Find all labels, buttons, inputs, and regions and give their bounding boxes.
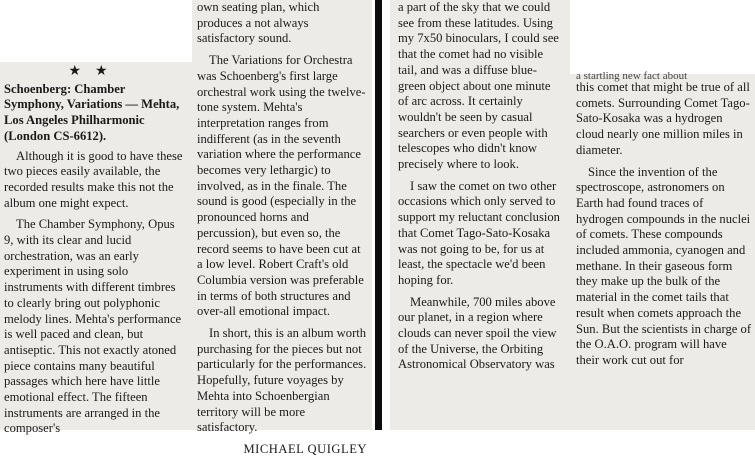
review-heading: Schoenberg: Chamber Symphony, Variations — Mehta, Los Angeles Philharmonic (London CS-6612). [4,81,180,143]
review-clipping-right [192,0,372,456]
review-byline: MICHAEL QUIGLEY [243,441,367,456]
review-paragraph: The Chamber Symphony, Opus 9, with its clear and lucid orchestration, was an early experiment in using solo instruments with different timbres to clearly bring out polyphonic melody lines. Mehta's performance is well paced and clean, but antiseptic. This not exactly atoned piece contains many beautiful passages which here have little emotional effect. The fifteen instruments are arranged in the composer's [4,217,182,436]
comet-clipping-left [390,0,570,430]
comet-clipping-right [570,70,755,430]
comet-paragraph: a part of the sky that we could see from these latitudes. Using my 7x50 binoculars, I could see that the comet had no visible tail, and was a diffuse blue-green object about one minute of arc across. It certainly wouldn't be seen by casual searchers or even people with telescopes who didn't know precisely where to look. [398,0,559,172]
comet-column-2 [576,70,752,375]
comet-paragraph: I saw the comet on two other occasions which only served to support my reluctant conclusion that Comet Tago-Sato-Kosaka was not going to be, for us at least, the spectacle we'd been hoping for. [398,178,560,287]
comet-column-1 [398,0,564,379]
review-paragraph: The Variations for Orchestra was Schoenberg's first large orchestral work using the twelve-tone system. Mehta's interpretation ranges from indifferent (as in the seventh variation where the performance becomes very lethargic) to involved, as in the finale. The sound is good (especially in the pronounced horns and percussion), but even so, the record seems to have been cut at a low level. Robert Craft's old Columbia version was preferable in terms of both structures and over-all emotional impact. [197,53,366,319]
review-clipping-left [0,62,192,436]
review-paragraph: Although it is good to have these two pieces easily available, the recorded results make this not the album one might expect. [4,148,183,210]
clipped-line: a startling new fact about [576,70,688,82]
rating-stars: ★★ [68,64,122,79]
page-divider [375,0,382,430]
comet-paragraph: this comet that might be true of all comets. Surrounding Comet Tago-Sato-Kosaka was a hydrogen cloud nearly one million miles in diameter. [576,80,750,157]
review-column-1 [4,64,186,443]
comet-paragraph: Meanwhile, 700 miles above our planet, in a region where clouds can never spoil the view of the Universe, the Orbiting Astronomical Observatory was [398,294,557,372]
comet-paragraph: Since the invention of the spectroscope, astronomers on Earth had found traces of hydrogen compounds in the nuclei of comets. These compounds included ammonia, cyanogen and methane. In their gaseous form they make up the bulk of the material in the comet tails that result when comets approach the Sun. But the scientists in charge of the O.A.O. program will have their work cut out for [576,164,752,367]
review-paragraph: In short, this is an album worth purchasing for the pieces but not particularly for the performances. Hopefully, future voyages by Mehta into Schoenbergian territory will be more satisfactory. [197,326,367,435]
review-paragraph: own seating plan, which produces a not always satisfactory sound. [197,0,320,46]
review-column-2 [197,0,367,458]
